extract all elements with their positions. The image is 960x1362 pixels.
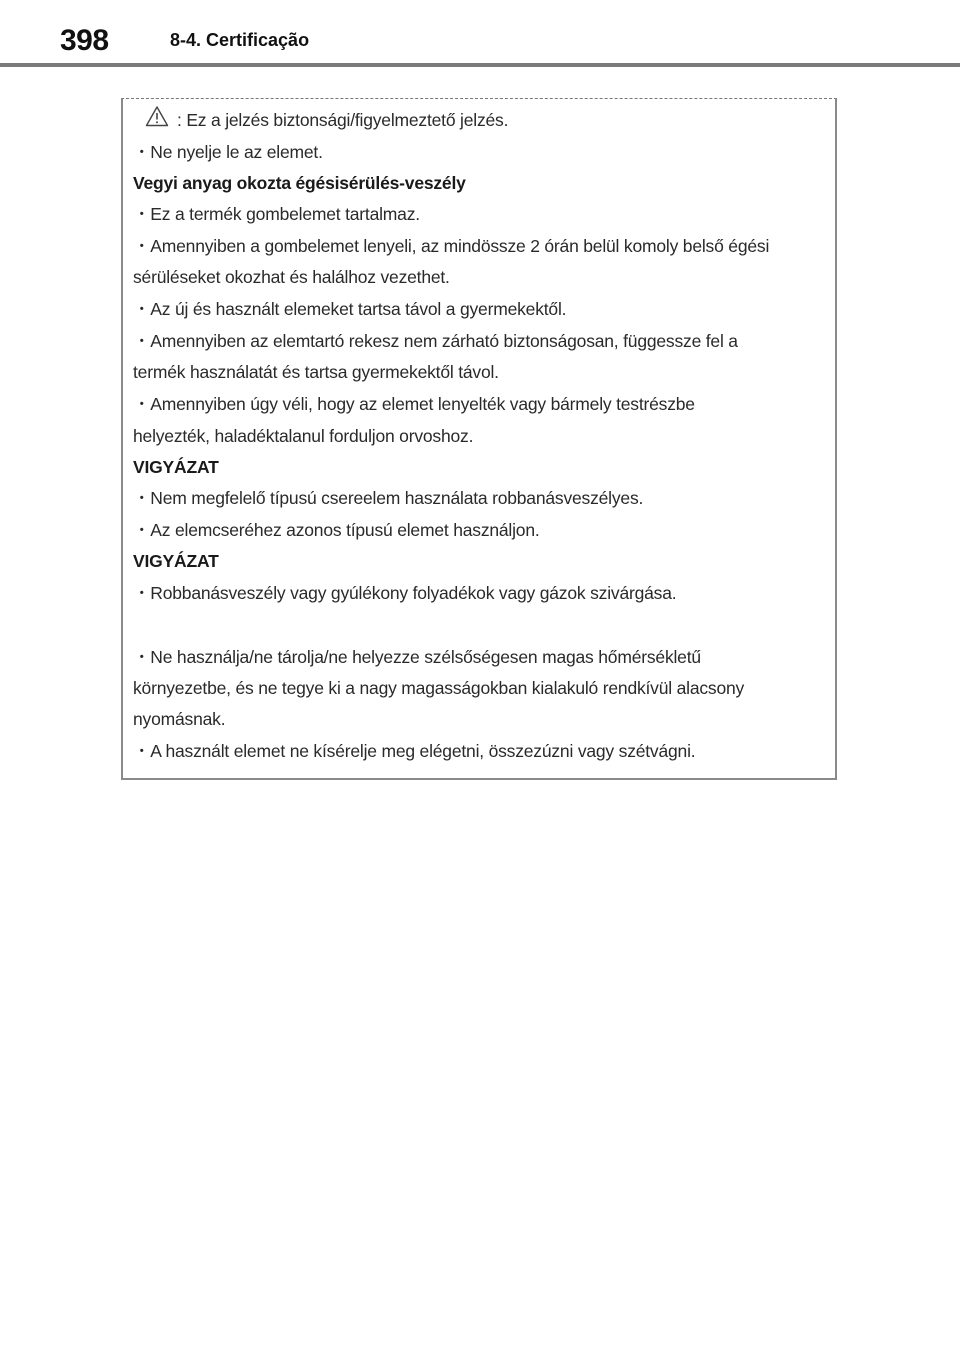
notice-line: ・Az új és használt elemeket tartsa távol a gyermekektől.: [133, 299, 567, 319]
chemical-burn-heading: Vegyi anyag okozta égésisérülés-veszély: [133, 173, 466, 193]
notice-line: ・Robbanásveszély vagy gyúlékony folyadékok vagy gázok szivárgása.: [133, 583, 677, 603]
notice-line: ・Amennyiben az elemtartó rekesz nem zárható biztonságosan, függessze fel a: [133, 331, 738, 351]
warning-symbol-explanation: : Ez a jelzés biztonsági/figyelmeztető jelzés.: [177, 110, 509, 130]
caution-heading: VIGYÁZAT: [133, 551, 219, 571]
notice-line: nyomásnak.: [133, 709, 226, 729]
notice-line: ・Nem megfelelő típusú csereelem használata robbanásveszélyes.: [133, 488, 644, 508]
notice-line: ・Ez a termék gombelemet tartalmaz.: [133, 204, 420, 224]
notice-line: ・Amennyiben úgy véli, hogy az elemet lenyelték vagy bármely testrészbe: [133, 394, 695, 414]
notice-line: helyezték, haladéktalanul forduljon orvoshoz.: [133, 426, 474, 446]
header-divider: [0, 63, 960, 67]
notice-line: sérüléseket okozhat és halálhoz vezethet.: [133, 267, 450, 287]
notice-line: termék használatát és tartsa gyermekektől távol.: [133, 362, 499, 382]
notice-line: ・Amennyiben a gombelemet lenyeli, az mindössze 2 órán belül komoly belső égési: [133, 236, 770, 256]
notice-line: ・Az elemcseréhez azonos típusú elemet használjon.: [133, 520, 540, 540]
notice-line: környezetbe, és ne tegye ki a nagy magasságokban kialakuló rendkívül alacsony: [133, 678, 745, 698]
notice-line: ・Ne használja/ne tárolja/ne helyezze szélsőségesen magas hőmérsékletű: [133, 647, 701, 667]
section-title: 8-4. Certificação: [170, 30, 310, 50]
safety-notice-box: [121, 98, 837, 780]
notice-line: ・A használt elemet ne kísérelje meg elégetni, összezúzni vagy szétvágni.: [133, 741, 696, 761]
page-number: 398: [60, 24, 109, 57]
warning-triangle-icon: [145, 105, 169, 127]
caution-heading: VIGYÁZAT: [133, 457, 219, 477]
notice-line: ・Ne nyelje le az elemet.: [133, 142, 323, 162]
